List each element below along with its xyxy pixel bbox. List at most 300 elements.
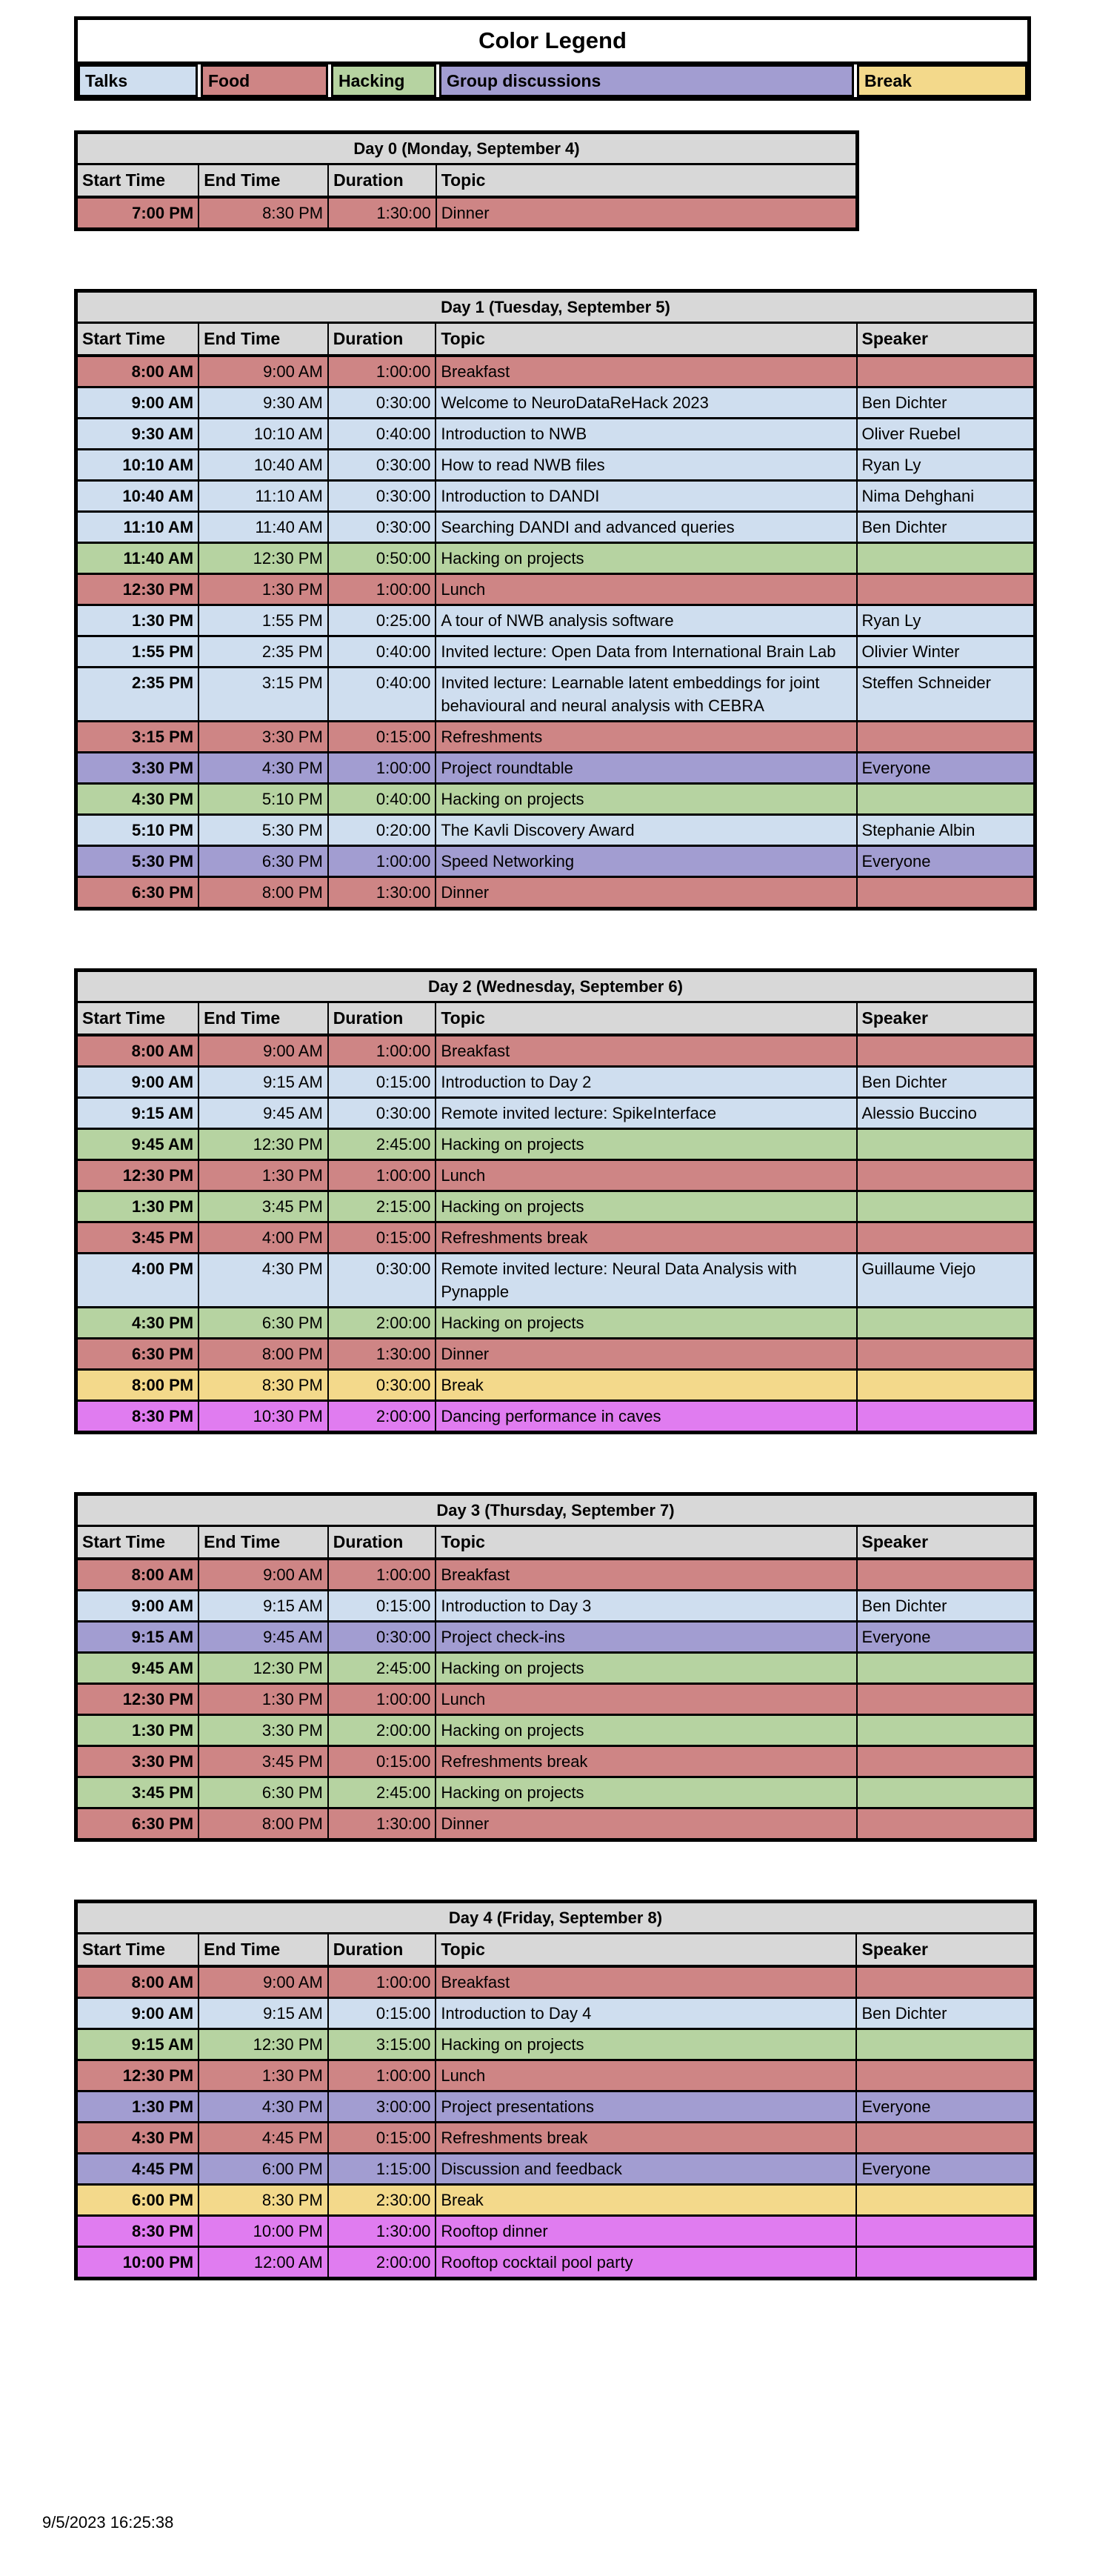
cell-end: 1:55 PM: [198, 605, 328, 636]
cell-speaker: [857, 1808, 1035, 1840]
cell-end: 8:00 PM: [198, 1339, 328, 1370]
cell-duration: 1:00:00: [328, 1684, 436, 1715]
legend-item-talks: Talks: [78, 64, 198, 97]
column-header-start: Start Time: [76, 323, 199, 356]
column-header-end: End Time: [198, 1002, 328, 1036]
cell-duration: 0:15:00: [328, 1222, 436, 1254]
cell-speaker: [856, 2123, 1035, 2154]
cell-topic: Hacking on projects: [436, 2029, 856, 2060]
column-header-speaker: Speaker: [857, 323, 1035, 356]
column-header-topic: Topic: [436, 1002, 856, 1036]
schedule-row: [76, 1370, 1035, 1401]
cell-start: 7:00 PM: [76, 197, 199, 230]
cell-speaker: [857, 1129, 1035, 1160]
cell-start: 4:30 PM: [76, 2123, 199, 2154]
cell-topic: Introduction to DANDI: [436, 481, 856, 512]
cell-end: 8:30 PM: [198, 1370, 328, 1401]
cell-speaker: [857, 1746, 1035, 1777]
column-header-duration: Duration: [328, 1934, 436, 1967]
schedule-row: [76, 605, 1035, 636]
cell-speaker: [857, 877, 1035, 909]
schedule-row: [76, 450, 1035, 481]
cell-start: 9:00 AM: [76, 1067, 199, 1098]
cell-start: 4:45 PM: [76, 2154, 199, 2185]
day-title: Day 1 (Tuesday, September 5): [76, 291, 1035, 323]
cell-end: 9:30 AM: [198, 387, 328, 419]
schedule-row: [76, 543, 1035, 574]
print-timestamp: 9/5/2023 16:25:38: [42, 2513, 174, 2532]
cell-speaker: [856, 1966, 1035, 1998]
cell-start: 9:00 AM: [76, 1591, 199, 1622]
cell-topic: Refreshments break: [436, 1222, 856, 1254]
cell-end: 9:15 AM: [198, 1998, 328, 2029]
schedule-row: [76, 1777, 1035, 1808]
schedule-row: [76, 1684, 1035, 1715]
day-1-table: [74, 289, 1037, 911]
cell-duration: 0:30:00: [328, 450, 436, 481]
cell-topic: Invited lecture: Learnable latent embeddings for joint behavioural and neural analysis with CEBRA: [436, 668, 856, 722]
cell-topic: Discussion and feedback: [436, 2154, 856, 2185]
cell-end: 9:00 AM: [198, 356, 328, 387]
cell-start: 4:00 PM: [76, 1254, 199, 1308]
cell-speaker: [857, 1370, 1035, 1401]
cell-end: 1:30 PM: [198, 2060, 328, 2091]
schedule-row: [76, 2247, 1035, 2279]
cell-end: 3:45 PM: [198, 1746, 328, 1777]
cell-topic: Break: [436, 2185, 856, 2216]
cell-start: 5:10 PM: [76, 815, 199, 846]
cell-end: 10:40 AM: [198, 450, 328, 481]
cell-start: 10:10 AM: [76, 450, 199, 481]
day-title: Day 4 (Friday, September 8): [76, 1902, 1035, 1934]
cell-topic: Refreshments break: [436, 1746, 856, 1777]
cell-duration: 0:15:00: [328, 2123, 436, 2154]
cell-duration: 2:30:00: [328, 2185, 436, 2216]
legend-item-food: Food: [201, 64, 328, 97]
day-title-row: [76, 1902, 1035, 1934]
column-header-row: [76, 1526, 1035, 1560]
schedule-row: [76, 1191, 1035, 1222]
cell-speaker: Ben Dichter: [857, 1591, 1035, 1622]
cell-duration: 0:40:00: [328, 636, 436, 668]
cell-end: 12:30 PM: [198, 1129, 328, 1160]
cell-topic: Remote invited lecture: Neural Data Analysis with Pynapple: [436, 1254, 856, 1308]
cell-topic: Rooftop cocktail pool party: [436, 2247, 856, 2279]
cell-end: 5:10 PM: [198, 784, 328, 815]
column-header-start: Start Time: [76, 1526, 199, 1560]
cell-speaker: [856, 2216, 1035, 2247]
schedule-row: [76, 2154, 1035, 2185]
schedule-row: [76, 753, 1035, 784]
column-header-start: Start Time: [76, 1934, 199, 1967]
cell-speaker: [856, 2060, 1035, 2091]
cell-topic: Lunch: [436, 574, 856, 605]
cell-duration: 0:15:00: [328, 1998, 436, 2029]
schedule-row: [76, 1401, 1035, 1433]
cell-start: 9:15 AM: [76, 1098, 199, 1129]
cell-duration: 1:00:00: [328, 1160, 436, 1191]
column-header-speaker: Speaker: [856, 1934, 1035, 1967]
cell-speaker: Oliver Ruebel: [857, 419, 1035, 450]
cell-duration: 0:30:00: [328, 512, 436, 543]
cell-speaker: [856, 2185, 1035, 2216]
schedule-row: [76, 512, 1035, 543]
cell-duration: 0:30:00: [328, 1098, 436, 1129]
cell-end: 12:00 AM: [198, 2247, 328, 2279]
schedule-row: [76, 1622, 1035, 1653]
cell-end: 8:00 PM: [198, 877, 328, 909]
cell-start: 1:30 PM: [76, 1191, 199, 1222]
cell-start: 9:45 AM: [76, 1129, 199, 1160]
cell-duration: 1:30:00: [328, 1339, 436, 1370]
cell-speaker: [856, 2029, 1035, 2060]
cell-duration: 0:40:00: [328, 419, 436, 450]
cell-topic: Dancing performance in caves: [436, 1401, 856, 1433]
legend-item-group: Group discussions: [439, 64, 854, 97]
cell-end: 10:00 PM: [198, 2216, 328, 2247]
cell-start: 4:30 PM: [76, 1308, 199, 1339]
cell-duration: 2:00:00: [328, 1401, 436, 1433]
cell-topic: Lunch: [436, 2060, 856, 2091]
schedule-row: [76, 846, 1035, 877]
schedule-row: [76, 1098, 1035, 1129]
cell-start: 4:30 PM: [76, 784, 199, 815]
cell-end: 9:00 AM: [198, 1035, 328, 1067]
cell-duration: 0:30:00: [328, 481, 436, 512]
cell-duration: 1:00:00: [328, 2060, 436, 2091]
cell-speaker: [857, 784, 1035, 815]
cell-duration: 0:20:00: [328, 815, 436, 846]
cell-end: 12:30 PM: [198, 2029, 328, 2060]
cell-topic: Speed Networking: [436, 846, 856, 877]
schedule-row: [76, 1160, 1035, 1191]
cell-topic: Dinner: [436, 197, 858, 230]
cell-start: 6:00 PM: [76, 2185, 199, 2216]
cell-start: 2:35 PM: [76, 668, 199, 722]
cell-duration: 0:30:00: [328, 1254, 436, 1308]
cell-start: 3:30 PM: [76, 1746, 199, 1777]
column-header-topic: Topic: [436, 323, 856, 356]
column-header-start: Start Time: [76, 164, 199, 198]
cell-speaker: [857, 1339, 1035, 1370]
cell-speaker: Everyone: [856, 2091, 1035, 2123]
cell-topic: Lunch: [436, 1684, 856, 1715]
cell-start: 8:00 AM: [76, 356, 199, 387]
color-legend-title: Color Legend: [78, 20, 1027, 64]
cell-end: 9:00 AM: [198, 1966, 328, 1998]
cell-start: 12:30 PM: [76, 1160, 199, 1191]
cell-topic: Searching DANDI and advanced queries: [436, 512, 856, 543]
day-title: Day 0 (Monday, September 4): [76, 133, 858, 164]
cell-speaker: Ben Dichter: [856, 1998, 1035, 2029]
cell-speaker: Guillaume Viejo: [857, 1254, 1035, 1308]
cell-end: 6:30 PM: [198, 1308, 328, 1339]
cell-start: 11:10 AM: [76, 512, 199, 543]
schedule-row: [76, 387, 1035, 419]
column-header-topic: Topic: [436, 1934, 856, 1967]
schedule-row: [76, 1308, 1035, 1339]
cell-speaker: [857, 1401, 1035, 1433]
schedule-row: [76, 1067, 1035, 1098]
cell-duration: 0:30:00: [328, 387, 436, 419]
cell-start: 3:15 PM: [76, 722, 199, 753]
column-header-row: [76, 1934, 1035, 1967]
schedule-row: [76, 1746, 1035, 1777]
cell-start: 12:30 PM: [76, 2060, 199, 2091]
cell-end: 11:10 AM: [198, 481, 328, 512]
cell-topic: Rooftop dinner: [436, 2216, 856, 2247]
cell-speaker: Alessio Buccino: [857, 1098, 1035, 1129]
cell-topic: Dinner: [436, 1339, 856, 1370]
cell-duration: 2:45:00: [328, 1129, 436, 1160]
cell-speaker: Ryan Ly: [857, 450, 1035, 481]
cell-start: 10:40 AM: [76, 481, 199, 512]
cell-end: 3:15 PM: [198, 668, 328, 722]
cell-topic: Break: [436, 1370, 856, 1401]
column-header-topic: Topic: [436, 164, 858, 198]
schedule-document: [74, 16, 1037, 2338]
cell-speaker: Everyone: [856, 2154, 1035, 2185]
cell-end: 10:30 PM: [198, 1401, 328, 1433]
cell-duration: 1:30:00: [328, 877, 436, 909]
cell-start: 8:00 AM: [76, 1966, 199, 1998]
schedule-row: [76, 574, 1035, 605]
cell-duration: 1:00:00: [328, 574, 436, 605]
schedule-row: [76, 1591, 1035, 1622]
cell-end: 1:30 PM: [198, 1684, 328, 1715]
column-header-end: End Time: [198, 1934, 328, 1967]
cell-duration: 0:15:00: [328, 1746, 436, 1777]
cell-topic: How to read NWB files: [436, 450, 856, 481]
column-header-end: End Time: [198, 1526, 328, 1560]
cell-end: 4:30 PM: [198, 1254, 328, 1308]
cell-duration: 1:30:00: [328, 2216, 436, 2247]
cell-end: 4:30 PM: [198, 2091, 328, 2123]
column-header-duration: Duration: [328, 164, 436, 198]
cell-end: 11:40 AM: [198, 512, 328, 543]
column-header-speaker: Speaker: [857, 1002, 1035, 1036]
cell-duration: 1:30:00: [328, 1808, 436, 1840]
cell-start: 6:30 PM: [76, 877, 199, 909]
legend-item-hacking: Hacking: [331, 64, 436, 97]
day-2-table: [74, 968, 1037, 1434]
cell-topic: Dinner: [436, 877, 856, 909]
cell-end: 9:15 AM: [198, 1067, 328, 1098]
column-header-row: [76, 164, 858, 198]
cell-topic: Breakfast: [436, 1559, 856, 1591]
cell-speaker: [857, 1308, 1035, 1339]
cell-start: 11:40 AM: [76, 543, 199, 574]
schedule-row: [76, 356, 1035, 387]
cell-topic: Project roundtable: [436, 753, 856, 784]
cell-topic: Remote invited lecture: SpikeInterface: [436, 1098, 856, 1129]
cell-duration: 2:45:00: [328, 1777, 436, 1808]
schedule-row: [76, 1339, 1035, 1370]
cell-duration: 3:15:00: [328, 2029, 436, 2060]
cell-end: 3:45 PM: [198, 1191, 328, 1222]
cell-start: 1:30 PM: [76, 2091, 199, 2123]
day-title-row: [76, 1494, 1035, 1526]
cell-speaker: [857, 1222, 1035, 1254]
cell-duration: 2:00:00: [328, 1715, 436, 1746]
cell-start: 8:30 PM: [76, 1401, 199, 1433]
column-header-duration: Duration: [328, 1526, 436, 1560]
cell-start: 9:00 AM: [76, 1998, 199, 2029]
schedule-row: [76, 1653, 1035, 1684]
schedule-row: [76, 2216, 1035, 2247]
cell-end: 9:00 AM: [198, 1559, 328, 1591]
schedule-row: [76, 815, 1035, 846]
schedule-row: [76, 481, 1035, 512]
cell-duration: 0:15:00: [328, 722, 436, 753]
cell-topic: Refreshments: [436, 722, 856, 753]
cell-end: 1:30 PM: [198, 1160, 328, 1191]
cell-speaker: [857, 1191, 1035, 1222]
cell-topic: Dinner: [436, 1808, 856, 1840]
cell-start: 1:55 PM: [76, 636, 199, 668]
schedule-row: [76, 668, 1035, 722]
cell-topic: Invited lecture: Open Data from International Brain Lab: [436, 636, 856, 668]
cell-duration: 1:00:00: [328, 1966, 436, 1998]
cell-start: 9:45 AM: [76, 1653, 199, 1684]
cell-speaker: [856, 2247, 1035, 2279]
cell-end: 4:45 PM: [198, 2123, 328, 2154]
schedule-row: [76, 2123, 1035, 2154]
schedule-row: [76, 1808, 1035, 1840]
cell-start: 8:00 AM: [76, 1035, 199, 1067]
cell-topic: The Kavli Discovery Award: [436, 815, 856, 846]
day-title: Day 2 (Wednesday, September 6): [76, 971, 1035, 1002]
cell-speaker: [857, 1160, 1035, 1191]
cell-topic: Introduction to NWB: [436, 419, 856, 450]
cell-topic: Introduction to Day 2: [436, 1067, 856, 1098]
cell-speaker: Everyone: [857, 1622, 1035, 1653]
cell-speaker: [857, 1653, 1035, 1684]
cell-end: 6:30 PM: [198, 1777, 328, 1808]
cell-end: 8:30 PM: [198, 2185, 328, 2216]
schedule-row: [76, 1998, 1035, 2029]
cell-start: 9:00 AM: [76, 387, 199, 419]
cell-duration: 0:15:00: [328, 1591, 436, 1622]
cell-topic: Hacking on projects: [436, 1777, 856, 1808]
cell-start: 8:30 PM: [76, 2216, 199, 2247]
cell-duration: 0:30:00: [328, 1370, 436, 1401]
cell-duration: 2:00:00: [328, 1308, 436, 1339]
schedule-row: [76, 2185, 1035, 2216]
day-4-table: [74, 1900, 1037, 2280]
cell-topic: Hacking on projects: [436, 543, 856, 574]
schedule-row: [76, 2060, 1035, 2091]
cell-speaker: Ben Dichter: [857, 1067, 1035, 1098]
day-title-row: [76, 971, 1035, 1002]
cell-topic: Breakfast: [436, 1966, 856, 1998]
schedule-row: [76, 1559, 1035, 1591]
day-title-row: [76, 133, 858, 164]
cell-end: 4:30 PM: [198, 753, 328, 784]
cell-topic: Hacking on projects: [436, 784, 856, 815]
cell-duration: 2:15:00: [328, 1191, 436, 1222]
cell-duration: 0:25:00: [328, 605, 436, 636]
cell-end: 6:00 PM: [198, 2154, 328, 2185]
cell-duration: 1:00:00: [328, 846, 436, 877]
cell-speaker: Ben Dichter: [857, 387, 1035, 419]
cell-start: 10:00 PM: [76, 2247, 199, 2279]
cell-speaker: Steffen Schneider: [857, 668, 1035, 722]
cell-topic: Hacking on projects: [436, 1308, 856, 1339]
cell-speaker: Stephanie Albin: [857, 815, 1035, 846]
cell-start: 8:00 AM: [76, 1559, 199, 1591]
cell-start: 3:45 PM: [76, 1222, 199, 1254]
cell-topic: A tour of NWB analysis software: [436, 605, 856, 636]
cell-speaker: Everyone: [857, 846, 1035, 877]
cell-duration: 0:40:00: [328, 784, 436, 815]
cell-end: 2:35 PM: [198, 636, 328, 668]
cell-end: 10:10 AM: [198, 419, 328, 450]
cell-duration: 1:00:00: [328, 1559, 436, 1591]
cell-duration: 3:00:00: [328, 2091, 436, 2123]
cell-speaker: [857, 722, 1035, 753]
cell-start: 1:30 PM: [76, 605, 199, 636]
cell-start: 5:30 PM: [76, 846, 199, 877]
cell-duration: 2:45:00: [328, 1653, 436, 1684]
cell-start: 6:30 PM: [76, 1808, 199, 1840]
cell-topic: Hacking on projects: [436, 1129, 856, 1160]
schedule-row: [76, 1254, 1035, 1308]
schedule-row: [76, 1966, 1035, 1998]
cell-end: 9:45 AM: [198, 1622, 328, 1653]
cell-end: 4:00 PM: [198, 1222, 328, 1254]
schedule-row: [76, 1035, 1035, 1067]
cell-end: 9:15 AM: [198, 1591, 328, 1622]
column-header-duration: Duration: [328, 323, 436, 356]
cell-start: 3:45 PM: [76, 1777, 199, 1808]
cell-duration: 1:00:00: [328, 753, 436, 784]
cell-speaker: Ben Dichter: [857, 512, 1035, 543]
schedule-row: [76, 197, 858, 230]
cell-speaker: Olivier Winter: [857, 636, 1035, 668]
column-header-row: [76, 1002, 1035, 1036]
column-header-row: [76, 323, 1035, 356]
cell-topic: Hacking on projects: [436, 1653, 856, 1684]
cell-speaker: Ryan Ly: [857, 605, 1035, 636]
cell-duration: 0:50:00: [328, 543, 436, 574]
cell-start: 9:15 AM: [76, 1622, 199, 1653]
day-0-table: [74, 130, 859, 231]
cell-duration: 1:00:00: [328, 1035, 436, 1067]
cell-topic: Breakfast: [436, 1035, 856, 1067]
cell-duration: 0:30:00: [328, 1622, 436, 1653]
cell-duration: 1:15:00: [328, 2154, 436, 2185]
day-title: Day 3 (Thursday, September 7): [76, 1494, 1035, 1526]
day-3-table: [74, 1492, 1037, 1842]
cell-start: 1:30 PM: [76, 1715, 199, 1746]
cell-speaker: [857, 1715, 1035, 1746]
cell-speaker: [857, 1559, 1035, 1591]
cell-end: 3:30 PM: [198, 722, 328, 753]
cell-start: 6:30 PM: [76, 1339, 199, 1370]
cell-topic: Project presentations: [436, 2091, 856, 2123]
schedule-row: [76, 877, 1035, 909]
column-header-speaker: Speaker: [857, 1526, 1035, 1560]
column-header-end: End Time: [198, 323, 328, 356]
schedule-row: [76, 1129, 1035, 1160]
cell-duration: 0:40:00: [328, 668, 436, 722]
cell-duration: 1:00:00: [328, 356, 436, 387]
cell-end: 8:00 PM: [198, 1808, 328, 1840]
cell-speaker: [857, 1777, 1035, 1808]
legend-color-row: [78, 64, 1027, 97]
schedule-row: [76, 1222, 1035, 1254]
